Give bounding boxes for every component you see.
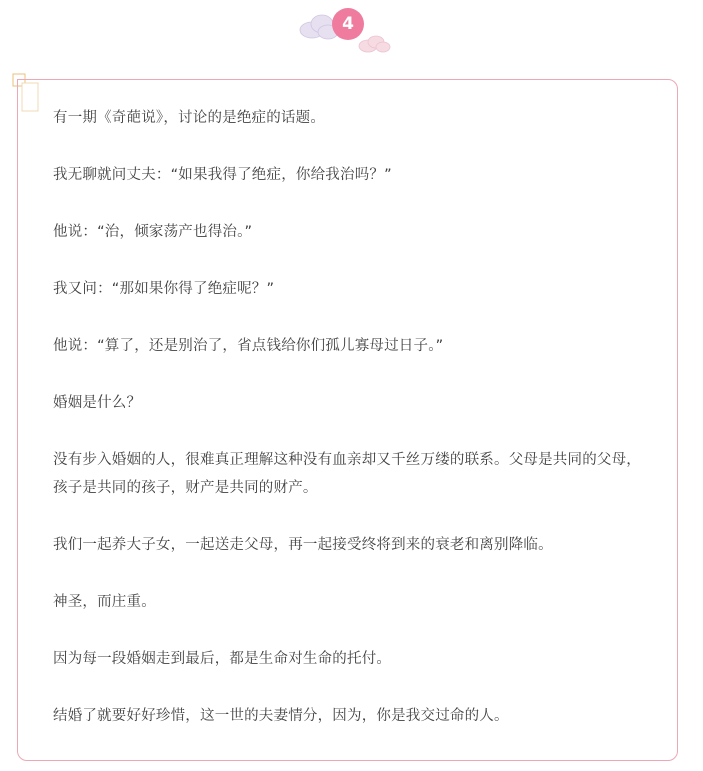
paragraph: 我又问：“那如果你得了绝症呢？” — [53, 281, 275, 297]
paragraph: 我们一起养大子女，一起送走父母，再一起接受终将到来的衰老和离别降临。 — [53, 537, 553, 553]
paragraph: 他说：“治，倾家荡产也得治。” — [53, 224, 253, 240]
paragraph: 我无聊就问丈夫：“如果我得了绝症，你给我治吗？” — [53, 167, 392, 183]
paragraph: 婚姻是什么？ — [53, 395, 142, 411]
paragraph: 没有步入婚姻的人，很难真正理解这种没有血亲却又千丝万缕的联系。父母是共同的父母，孩子是共同的孩子，财产是共同的财产。 — [53, 452, 641, 496]
paragraph: 因为每一段婚姻走到最后，都是生命对生命的托付。 — [53, 651, 392, 667]
article-body — [53, 104, 653, 730]
paragraph: 有一期《奇葩说》，讨论的是绝症的话题。 — [53, 110, 326, 126]
section-number-badge — [296, 4, 396, 56]
paragraph: 他说：“算了，还是别治了，省点钱给你们孤儿寡母过日子。” — [53, 338, 444, 354]
paragraph: 结婚了就要好好珍惜，这一世的夫妻情分，因为，你是我交过命的人。 — [53, 708, 509, 724]
section-number: 4 — [342, 14, 354, 34]
paragraph: 神圣，而庄重。 — [53, 594, 156, 610]
